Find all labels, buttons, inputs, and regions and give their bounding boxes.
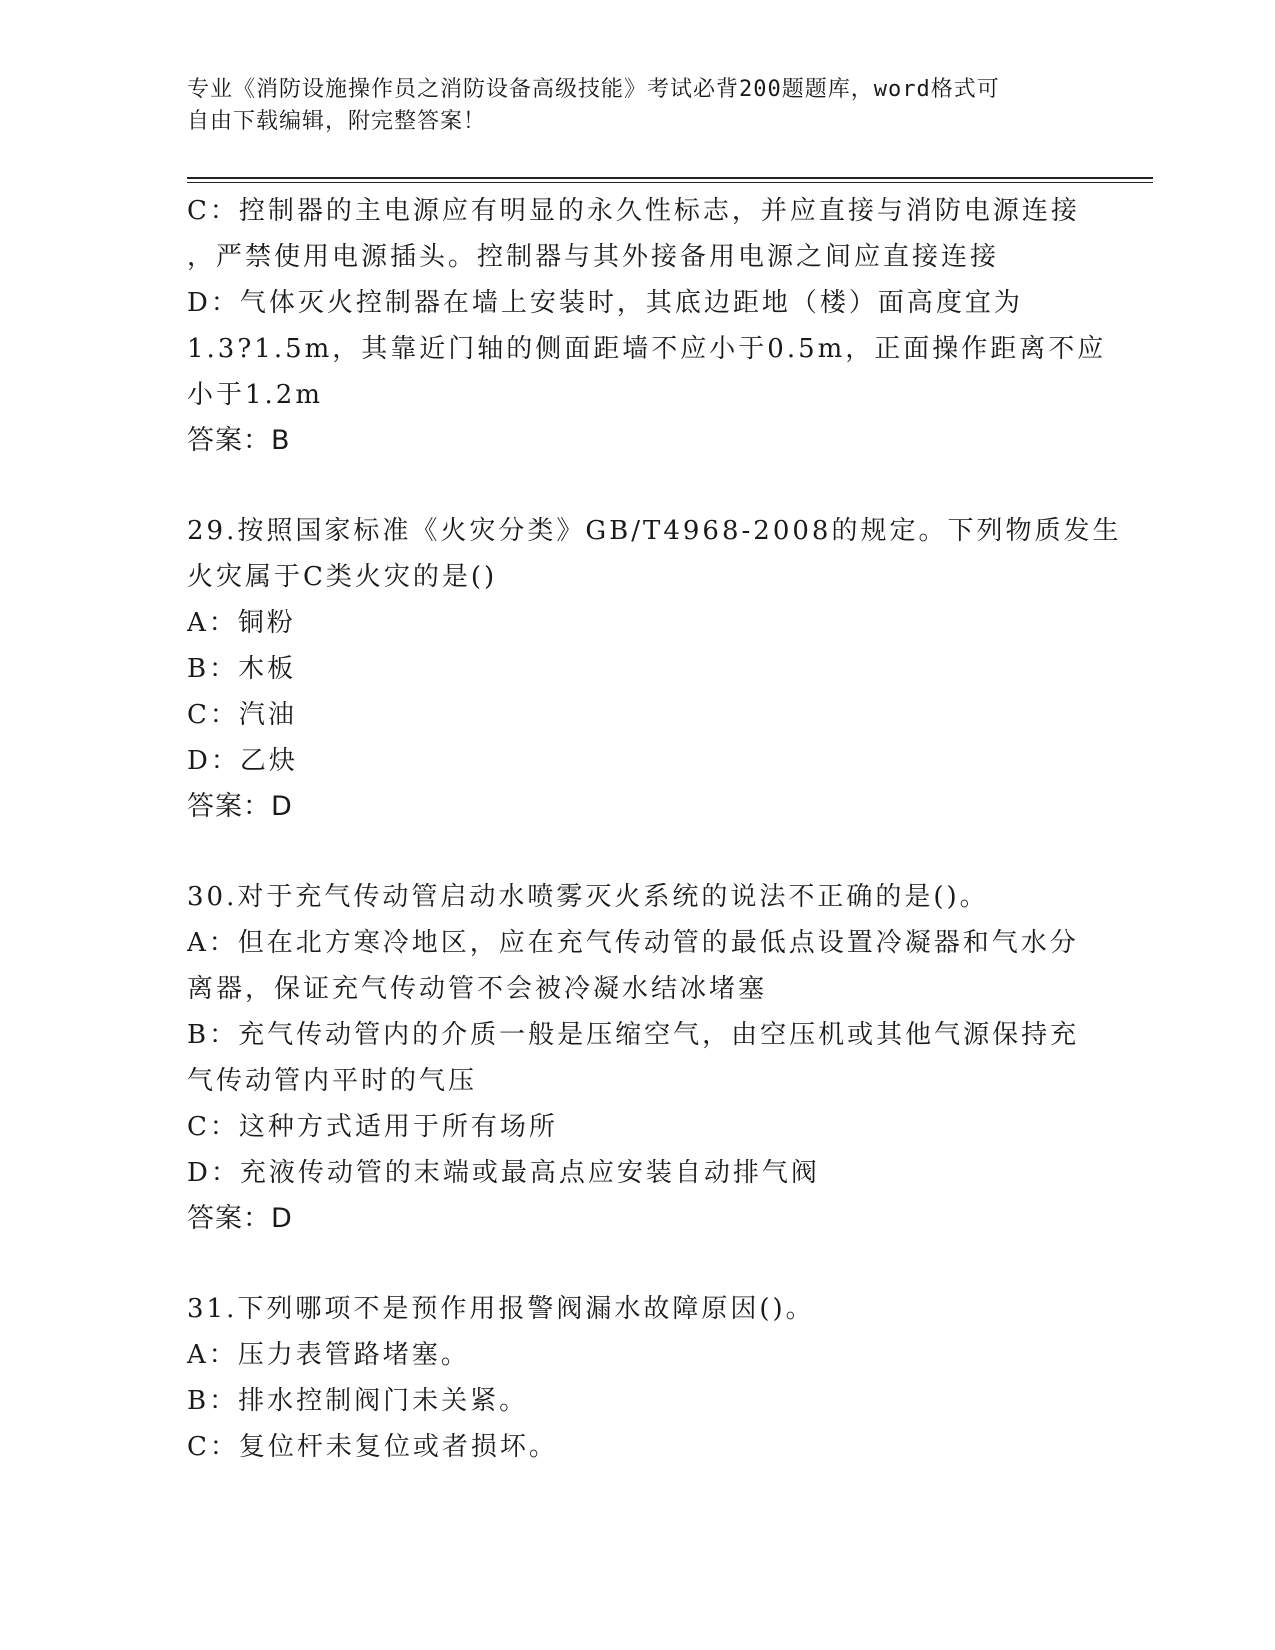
option-d-line-1: D：气体灭火控制器在墙上安装时，其底边距地（楼）面高度宜为 (187, 288, 1023, 318)
q30-option-d: D：充液传动管的末端或最高点应安装自动排气阀 (187, 1158, 820, 1188)
question-28-continued (187, 188, 1107, 464)
option-d-line-2: 1.3?1.5m，其靠近门轴的侧面距墙不应小于0.5m，正面操作距离不应 (187, 334, 1107, 364)
header-line-1: 专业《消防设施操作员之消防设备高级技能》考试必背200题题库，word格式可 (187, 77, 1000, 102)
q30-option-b-line-1: B：充气传动管内的介质一般是压缩空气，由空压机或其他气源保持充 (187, 1020, 1080, 1050)
document-body (187, 188, 1122, 1470)
q29-option-c: C：汽油 (187, 700, 297, 730)
question-30 (187, 874, 1087, 1242)
answer-30: 答案：D (187, 1203, 293, 1234)
header-line-2: 自由下载编辑，附完整答案！ (187, 109, 487, 134)
document-header (187, 74, 1067, 138)
answer-28: 答案：B (187, 425, 291, 456)
q30-option-a-line-2: 离器，保证充气传动管不会被冷凝水结冰堵塞 (187, 974, 768, 1004)
q29-option-b: B：木板 (187, 654, 297, 684)
header-rule-thick (187, 177, 1153, 179)
header-rule-thin (187, 182, 1153, 183)
option-c-line-2: ，严禁使用电源插头。控制器与其外接备用电源之间应直接连接 (187, 242, 1000, 272)
option-c-line-1: C：控制器的主电源应有明显的永久性标志，并应直接与消防电源连接 (187, 196, 1080, 226)
q31-option-a: A：压力表管路堵塞。 (187, 1340, 470, 1370)
q29-option-d: D：乙炔 (187, 746, 298, 776)
q30-stem: 30.对于充气传动管启动水喷雾灭火系统的说法不正确的是()。 (187, 882, 989, 912)
option-d-line-3: 小于1.2m (187, 380, 324, 410)
q31-option-c: C：复位杆未复位或者损坏。 (187, 1432, 558, 1462)
q30-option-b-line-2: 气传动管内平时的气压 (187, 1066, 478, 1096)
q30-option-a-line-1: A：但在北方寒冷地区，应在充气传动管的最低点设置冷凝器和气水分 (187, 928, 1079, 958)
answer-29: 答案：D (187, 791, 293, 822)
q29-stem-line-2: 火灾属于C类火灾的是() (187, 562, 498, 592)
q29-option-a: A：铜粉 (187, 608, 296, 638)
q31-option-b: B：排水控制阀门未关紧。 (187, 1386, 529, 1416)
q30-option-c: C：这种方式适用于所有场所 (187, 1112, 558, 1142)
question-31 (187, 1286, 1087, 1470)
q29-stem-line-1: 29.按照国家标准《火灾分类》GB/T4968-2008的规定。下列物质发生 (187, 516, 1122, 546)
question-29 (187, 508, 1122, 830)
q31-stem: 31.下列哪项不是预作用报警阀漏水故障原因()。 (187, 1294, 815, 1324)
